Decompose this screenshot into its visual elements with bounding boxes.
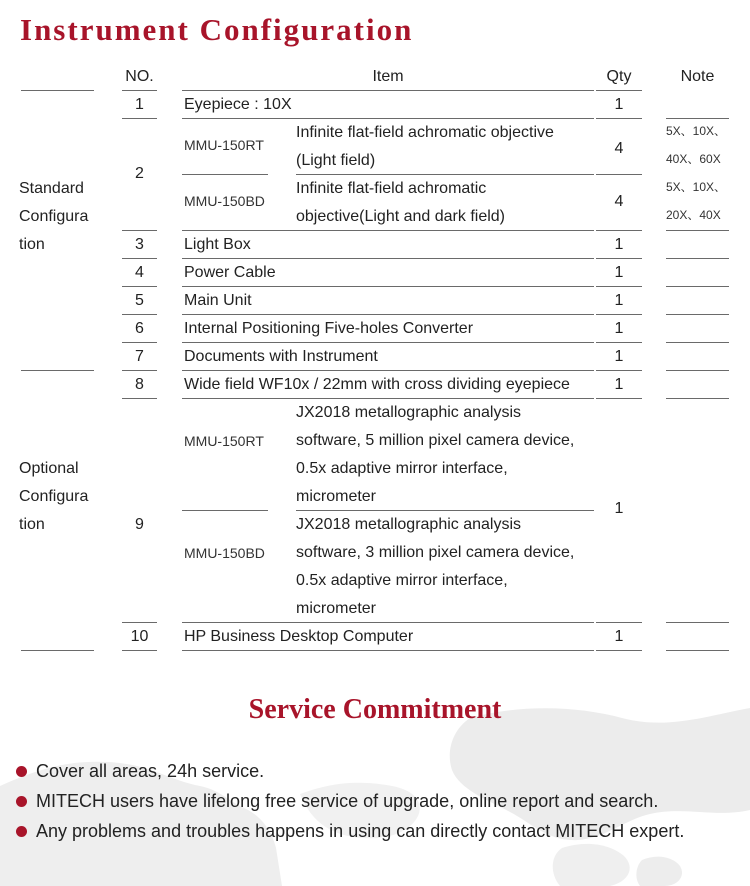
table-rule: [182, 398, 594, 399]
row-qty: 1: [614, 348, 624, 365]
service-title: Service Commitment: [248, 694, 502, 725]
row-desc-line4: micrometer: [296, 600, 377, 617]
row-note-line1: 5X、10X、: [666, 124, 727, 138]
table-rule: [21, 370, 94, 371]
row-qty: 4: [614, 193, 624, 210]
row-item: Documents with Instrument: [184, 348, 378, 365]
table-rule: [596, 370, 642, 371]
row-qty: 1: [614, 292, 624, 309]
header-no: NO.: [125, 68, 154, 85]
row-qty: 1: [614, 264, 624, 281]
row-item: Light Box: [184, 236, 251, 253]
group-optional-line3: tion: [19, 516, 45, 533]
row-desc-line3: 0.5x adaptive mirror interface,: [296, 572, 508, 589]
table-rule: [596, 622, 642, 623]
table-rule: [122, 370, 157, 371]
row-no: 4: [135, 264, 144, 281]
row-desc-line2: software, 3 million pixel camera device,: [296, 544, 575, 561]
table-rule: [182, 174, 268, 175]
table-rule: [666, 370, 729, 371]
table-rule: [182, 118, 594, 119]
table-rule: [122, 230, 157, 231]
row-no: 6: [135, 320, 144, 337]
table-rule: [182, 342, 594, 343]
row-desc-line1: Infinite flat-field achromatic: [296, 180, 487, 197]
bullet-text: Any problems and troubles happens in using can directly contact MITECH expert.: [36, 820, 685, 841]
table-rule: [122, 118, 157, 119]
table-rule: [596, 90, 642, 91]
table-rule: [666, 398, 729, 399]
table-rule: [666, 258, 729, 259]
bullet-dot-icon: [16, 826, 27, 837]
row-no: 3: [135, 236, 144, 253]
row-qty: 1: [614, 320, 624, 337]
table-rule: [666, 314, 729, 315]
table-rule: [182, 314, 594, 315]
row-qty: 1: [614, 628, 624, 645]
row-note-line2: 40X、60X: [666, 152, 721, 166]
table-rule: [122, 342, 157, 343]
row-model: MMU-150BD: [184, 545, 265, 561]
row-qty: 1: [614, 500, 624, 517]
row-item: HP Business Desktop Computer: [184, 628, 414, 645]
bullet-text: MITECH users have lifelong free service of upgrade, online report and search.: [36, 790, 659, 811]
list-item: [16, 756, 264, 786]
table-rule: [596, 650, 642, 651]
table-rule: [122, 90, 157, 91]
bullet-text: Cover all areas, 24h service.: [36, 760, 265, 781]
table-rule: [122, 314, 157, 315]
table-rule: [21, 650, 94, 651]
table-rule: [596, 174, 642, 175]
table-rule: [182, 230, 594, 231]
row-desc-line2: software, 5 million pixel camera device,: [296, 432, 575, 449]
group-optional-line1: Optional: [19, 460, 79, 477]
row-desc-line3: 0.5x adaptive mirror interface,: [296, 460, 508, 477]
row-item: Main Unit: [184, 292, 252, 309]
row-model: MMU-150BD: [184, 193, 265, 209]
row-no: 10: [130, 628, 149, 645]
row-note-line1: 5X、10X、: [666, 180, 727, 194]
row-no: 1: [135, 96, 144, 113]
row-desc-line2: objective(Light and dark field): [296, 208, 506, 225]
table-rule: [666, 286, 729, 287]
row-qty: 4: [614, 140, 624, 157]
table-rule: [596, 314, 642, 315]
row-desc-line1: JX2018 metallographic analysis: [296, 516, 522, 533]
row-no: 7: [135, 348, 144, 365]
group-standard-line2: Configura: [19, 208, 89, 225]
group-optional-line2: Configura: [19, 488, 89, 505]
row-desc-line1: Infinite flat-field achromatic objective: [296, 124, 554, 141]
table-rule: [122, 286, 157, 287]
row-no: 5: [135, 292, 144, 309]
row-no: 8: [135, 376, 144, 393]
table-rule: [21, 90, 94, 91]
row-qty: 1: [614, 376, 624, 393]
table-rule: [596, 342, 642, 343]
row-model: MMU-150RT: [184, 137, 264, 153]
table-rule: [182, 286, 594, 287]
row-no: 9: [135, 516, 144, 533]
table-rule: [666, 230, 729, 231]
table-rule: [122, 398, 157, 399]
list-item: [16, 816, 684, 846]
row-model: MMU-150RT: [184, 433, 264, 449]
row-desc-line4: micrometer: [296, 488, 377, 505]
header-item: Item: [372, 68, 404, 85]
table-rule: [182, 510, 268, 511]
row-no: 2: [135, 165, 144, 182]
table-rule: [596, 230, 642, 231]
table-rule: [182, 258, 594, 259]
row-qty: 1: [614, 236, 624, 253]
row-desc-line1: JX2018 metallographic analysis: [296, 404, 522, 421]
table-rule: [666, 650, 729, 651]
row-item: Internal Positioning Five-holes Converter: [184, 320, 474, 337]
table-rule: [596, 286, 642, 287]
row-item: Wide field WF10x / 22mm with cross dividing eyepiece: [184, 376, 570, 393]
table-rule: [182, 90, 594, 91]
header-qty: Qty: [606, 68, 632, 85]
table-rule: [596, 398, 642, 399]
group-standard-line1: Standard: [19, 180, 84, 197]
table-rule: [182, 370, 594, 371]
table-rule: [122, 650, 157, 651]
row-item: Power Cable: [184, 264, 276, 281]
table-rule: [666, 118, 729, 119]
table-rule: [596, 118, 642, 119]
bullet-dot-icon: [16, 796, 27, 807]
group-standard-line3: tion: [19, 236, 45, 253]
bullet-dot-icon: [16, 766, 27, 777]
row-qty: 1: [614, 96, 624, 113]
row-note-line2: 20X、40X: [666, 208, 721, 222]
table-rule: [296, 174, 594, 175]
table-rule: [182, 622, 594, 623]
row-item: Eyepiece : 10X: [184, 96, 292, 113]
header-note: Note: [680, 68, 715, 85]
list-item: [16, 786, 658, 816]
table-rule: [182, 650, 594, 651]
table-rule: [296, 510, 594, 511]
table-rule: [596, 258, 642, 259]
table-rule: [122, 258, 157, 259]
table-rule: [666, 342, 729, 343]
row-desc-line2: (Light field): [296, 152, 376, 169]
table-rule: [122, 622, 157, 623]
table-rule: [666, 622, 729, 623]
config-title: Instrument Configuration: [20, 12, 414, 47]
